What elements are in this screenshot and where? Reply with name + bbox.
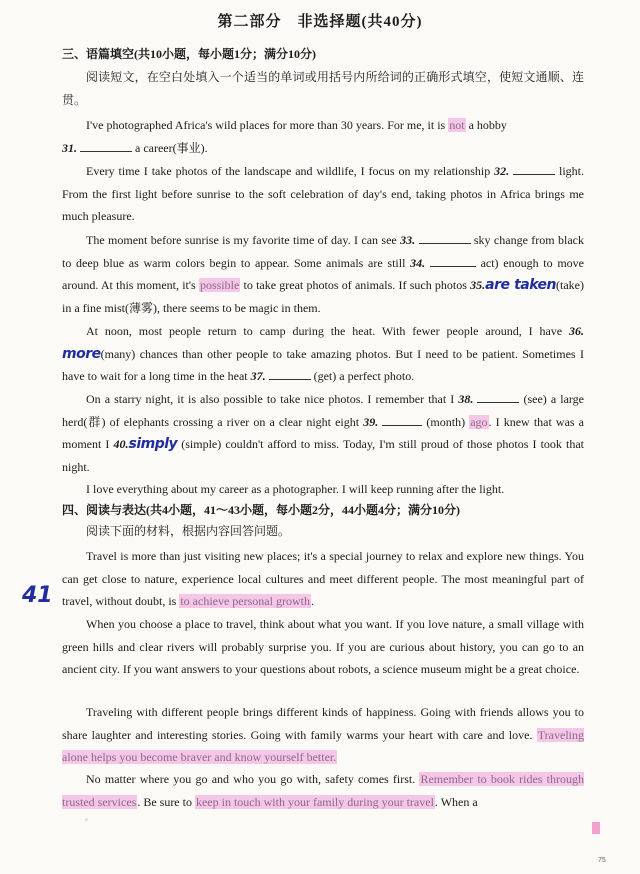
page-number: 75 [598, 857, 606, 864]
passage-paragraph-1: I've photographed Africa's wild places for more than 30 years. For me, it is not a hobby 31. a career(事业). [62, 118, 507, 155]
blank-33[interactable] [419, 231, 471, 244]
answer-35-handwriting: are taken [485, 277, 557, 293]
blank-37[interactable] [269, 367, 311, 380]
highlight-possible: possible [199, 278, 240, 292]
reading-paragraph-1: Travel is more than just visiting new places; it's a special journey to relax and explore new things. You can get close to nature, experience local cultures and meet different people. The most meaningful part of travel, without doubt, is to achieve personal growth. [62, 549, 584, 608]
blank-31[interactable] [80, 139, 132, 152]
answer-40-handwriting: simply [128, 436, 178, 452]
passage-paragraph-5: On a starry night, it is also possible to take nice photos. I remember that I 38. (see) a large herd(群) of elephants crossing a river on a clear night eight 39. (month) ago. I knew that was a moment I 40.simply (simple) couldn't afford to miss. Today, I'm still proud of those photos I took that night. [62, 392, 585, 474]
question-32-number: 32. [494, 164, 510, 178]
question-34-number: 34. [410, 255, 426, 270]
highlight-not: not [449, 118, 465, 132]
highlight-book-rides: Remember to book rides through trusted services [62, 772, 584, 809]
question-35-number: 35. [470, 278, 486, 292]
section-3-instruction: 阅读短文，在空白处填入一个适当的单词或用括号内所给词的正确形式填空，使短文通顺、连贯。 [62, 70, 584, 107]
question-31-number: 31. [62, 140, 77, 155]
passage-paragraph-6: I love everything about my career as a photographer. I will keep running after the light. [86, 482, 505, 496]
answer-36-handwriting: more [62, 345, 101, 362]
question-40-number: 40. [113, 437, 129, 451]
blank-39[interactable] [382, 413, 422, 426]
highlight-traveling-alone: Traveling alone helps you become braver and know yourself better. [62, 727, 584, 764]
question-37-number: 37. [250, 369, 266, 383]
question-36-number: 36. [569, 324, 584, 338]
passage-paragraph-3: The moment before sunrise is my favorite time of day. I can see 33. sky change from black to deep blue as warm colors begin to appear. Some animals are still 34. act) enough to move around. At this moment, it's possible to take great photos of animals. If such photos 35.are taken(take) in a fine mist(薄雾), there seems to be magic in them. [62, 233, 584, 315]
blank-34[interactable] [430, 254, 476, 267]
reading-paragraph-4: No matter where you go and who you go with, safety comes first. Remember to book rides through trusted services. Be sure to keep in touch with your family during your travel. When a [62, 772, 584, 809]
reading-paragraph-3: Traveling with different people brings different kinds of happiness. Going with friends allows you to share laughter and interesting stories. Going with family warms your heart with care and love. Traveling alone helps you become braver and know yourself better. [62, 705, 584, 764]
reading-paragraph-2: When you choose a place to travel, think about what you want. If you love nature, a small village with green hills and clear rivers will probably surprise you. If you are curious about history, you can go to an ancient city. If you want answers to your questions about robots, a science museum might be a great choice. [62, 617, 584, 676]
highlight-ago: ago [470, 414, 488, 429]
question-38-number: 38. [458, 392, 474, 406]
section-4-heading: 四、阅读与表达(共4小题，41～43小题，每小题2分，44小题4分；满分10分) [62, 503, 460, 517]
blank-32[interactable] [513, 162, 555, 175]
paper-speck [85, 818, 88, 821]
highlight-personal-growth: to achieve personal growth [180, 594, 310, 608]
margin-note-41: 41 [22, 583, 53, 608]
highlight-keep-in-touch: keep in touch with your family during your travel [195, 794, 434, 809]
section-4-instruction: 阅读下面的材料，根据内容回答问题。 [86, 524, 291, 538]
blank-38[interactable] [477, 390, 519, 403]
question-33-number: 33. [400, 233, 416, 247]
passage-paragraph-4: At noon, most people return to camp during the heat. With fewer people around, I have 36. more(many) chances than other people to take amazing photos. But I need to be patient. Sometimes I have to wait for a long time in the heat 37. (get) a perfect photo. [62, 324, 584, 383]
section-3-heading: 三、语篇填空(共10小题，每小题1分；满分10分) [62, 47, 316, 61]
page-title: 第二部分 非选择题(共40分) [217, 14, 423, 30]
highlighter-mark [592, 822, 600, 834]
passage-paragraph-2: Every time I take photos of the landscape and wildlife, I focus on my relationship 32. light. From the first light before sunrise to the soft celebration of day's end, taking photos in Africa brings me much pleasure. [62, 164, 585, 223]
question-39-number: 39. [363, 414, 379, 429]
